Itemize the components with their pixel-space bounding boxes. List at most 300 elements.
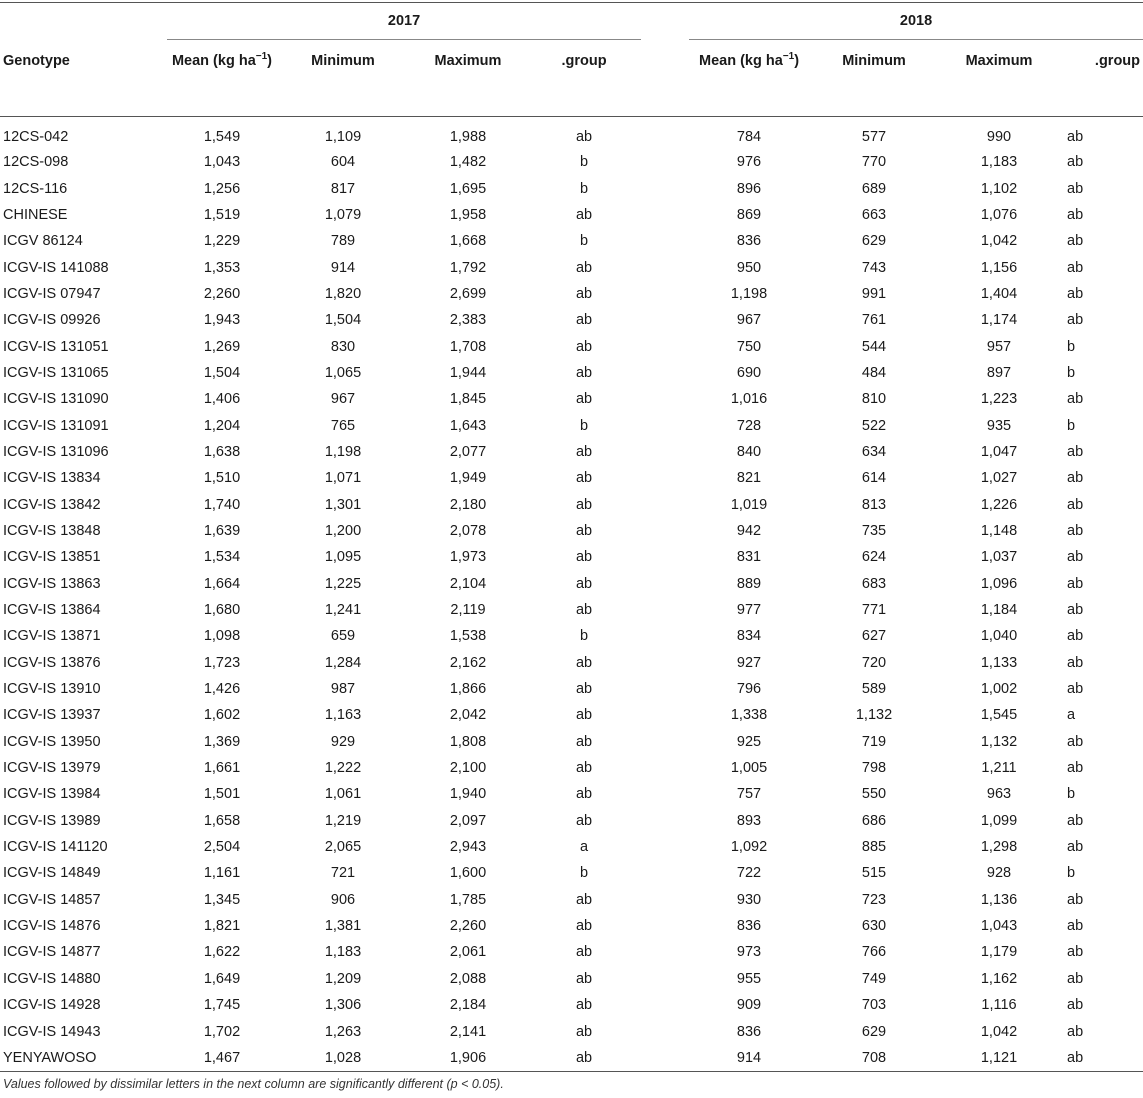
spacer-cell [641,228,689,254]
group-2017-cell: ab [575,549,593,566]
minimum-2018-cell: 683 [861,575,887,592]
table-row [0,117,1143,150]
genotype-cell: ICGV-IS 13989 [3,812,101,829]
maximum-2017-cell: 1,482 [449,154,487,171]
minimum-2017-cell: 830 [330,338,356,355]
maximum-2018-cell: 1,047 [980,443,1018,460]
minimum-2018-cell: 771 [861,602,887,619]
group-2018-cell: ab [1067,1049,1084,1066]
group-2017-cell: ab [575,760,593,777]
spacer-cell [641,597,689,623]
minimum-2017-cell: 987 [330,681,356,698]
group-2018-cell: ab [1067,391,1084,408]
mean-2018-cell: 796 [736,681,762,698]
maximum-2018-cell: 1,096 [980,575,1018,592]
table-row [0,465,1143,491]
group-2018-cell: ab [1067,654,1084,671]
group-2017-cell: ab [575,1049,593,1066]
minimum-2017-cell: 929 [330,733,356,750]
spacer-cell [641,307,689,333]
mean-2017-cell: 1,043 [203,154,241,171]
table-row [0,228,1143,254]
mean-unit-superscript: −1 [255,51,268,63]
maximum-2017-cell: 2,078 [449,522,487,539]
genotype-cell: 12CS-116 [3,180,68,197]
table-row [0,360,1143,386]
group-2017-cell: ab [575,654,593,671]
minimum-2017-cell: 1,222 [324,760,362,777]
group-2018-cell: ab [1067,1023,1084,1040]
genotype-cell: ICGV-IS 09926 [3,312,101,329]
spacer-cell [641,117,689,150]
empty-header-cell [0,3,167,40]
maximum-2017-cell: 2,141 [449,1023,487,1040]
group-2017-cell: ab [575,1023,593,1040]
mean-2018-cell: 1,338 [730,707,768,724]
year-header-row [0,3,1143,40]
minimum-2018-cell: 770 [861,154,887,171]
minimum-2018-cell: 723 [861,891,887,908]
genotype-cell: ICGV-IS 13851 [3,549,101,566]
table-row [0,491,1143,517]
maximum-2018-cell: 1,174 [980,312,1018,329]
maximum-2017-cell: 1,600 [449,865,487,882]
mean-2017-cell: 2,504 [203,839,241,856]
group-2018-cell: ab [1067,522,1084,539]
group-2018-cell: ab [1067,259,1084,276]
maximum-2017-cell: 1,785 [449,891,487,908]
genotype-header: Genotype [3,52,70,69]
group-2017-cell: ab [575,364,593,381]
table-row [0,834,1143,860]
group-2018-cell: ab [1067,154,1084,171]
table-row [0,597,1143,623]
maximum-2017-cell: 1,958 [449,206,487,223]
spacer-header-cell [641,3,689,40]
maximum-2017-cell: 2,184 [449,997,487,1014]
genotype-cell: ICGV-IS 07947 [3,285,101,302]
group-2018-cell: ab [1067,233,1084,250]
maximum-2017-cell: 2,119 [450,602,486,619]
maximum-2018-cell: 1,132 [980,733,1018,750]
maximum-2018-cell: 1,156 [980,259,1018,276]
group-2018-cell: ab [1067,970,1084,987]
genotype-cell: ICGV-IS 13937 [3,707,101,724]
minimum-2018-cell: 719 [861,733,887,750]
genotype-cell: ICGV-IS 13834 [3,470,101,487]
genotype-cell: ICGV-IS 14877 [3,944,101,961]
maximum-2017-cell: 1,973 [449,549,487,566]
table-row [0,913,1143,939]
group-2017-cell: b [579,180,589,197]
minimum-2017-cell: 914 [330,259,356,276]
group-2017-cell: ab [575,944,593,961]
genotype-cell: ICGV-IS 141088 [3,259,109,276]
table-row [0,729,1143,755]
group-2017-cell: b [579,233,589,250]
table-row [0,571,1143,597]
minimum-2018-cell: 689 [861,180,887,197]
group-2017-cell: ab [575,681,593,698]
genotype-cell: ICGV-IS 131065 [3,364,109,381]
minimum-2018-cell: 1,132 [855,707,893,724]
maximum-2017-cell: 2,042 [449,707,487,724]
minimum-2018-cell: 766 [861,944,887,961]
group-2018-cell: ab [1067,549,1084,566]
footnote-p: p [450,1077,458,1091]
group-2017-cell: a [579,839,589,856]
genotype-cell: ICGV-IS 14943 [3,1023,101,1040]
mean-2018-cell: 893 [736,812,762,829]
spacer-cell [641,992,689,1018]
mean-2017-cell: 1,501 [203,786,241,803]
group-2017-cell: ab [575,970,593,987]
table-row [0,307,1143,333]
table-row [0,702,1143,728]
minimum-2017-cell: 1,065 [324,364,362,381]
minimum-2018-cell: 515 [861,865,887,882]
mean-2017-cell: 1,161 [203,865,241,882]
mean-2018-cell: 1,016 [730,391,768,408]
mean-2018-cell: 757 [736,786,762,803]
minimum-2017-cell: 1,306 [324,997,362,1014]
genotype-cell: YENYAWOSO [3,1049,97,1066]
mean-2018-cell: 690 [736,364,762,381]
minimum-2017-cell: 1,263 [324,1023,362,1040]
maximum-2017-cell: 1,949 [449,470,487,487]
genotype-cell: ICGV-IS 131091 [3,417,109,434]
mean-2017-cell: 1,723 [203,654,241,671]
minimum-2017-cell: 765 [330,417,356,434]
minimum-2018-cell: 544 [861,338,887,355]
maximum-2017-cell: 2,699 [449,285,487,302]
maximum-2018-cell: 935 [986,417,1012,434]
maximum-2018-header: Maximum [965,53,1033,69]
table-body [0,117,1143,1072]
maximum-2018-cell: 1,545 [980,707,1018,724]
minimum-2018-cell: 630 [861,918,887,935]
mean-2018-cell: 896 [736,180,762,197]
maximum-2017-header: Maximum [434,53,502,69]
mean-2017-cell: 1,467 [203,1049,241,1066]
group-2017-cell: ab [575,997,593,1014]
group-2018-header: .group [1094,53,1141,69]
mean-2018-cell: 1,092 [730,839,768,856]
spacer-cell [641,834,689,860]
group-2018-cell: b [1067,865,1076,882]
minimum-2018-cell: 810 [861,391,887,408]
genotype-cell: ICGV-IS 13871 [3,628,101,645]
mean-2018-cell: 925 [736,733,762,750]
spacer-cell [641,281,689,307]
maximum-2018-cell: 963 [986,786,1012,803]
maximum-2018-cell: 1,183 [980,154,1018,171]
maximum-2017-cell: 1,792 [449,259,487,276]
mean-2017-cell: 1,426 [203,681,241,698]
genotype-cell: ICGV-IS 13979 [3,760,101,777]
spacer-cell [641,623,689,649]
maximum-2018-cell: 1,148 [980,522,1018,539]
spacer-cell [641,755,689,781]
mean-2017-cell: 1,549 [203,129,241,145]
minimum-2017-cell: 1,028 [324,1049,362,1066]
table-row [0,439,1143,465]
group-2018-cell: ab [1067,839,1084,856]
table-row [0,992,1143,1018]
maximum-2018-cell: 957 [986,338,1012,355]
mean-label-close: ) [794,53,800,69]
spacer-cell [641,781,689,807]
group-2018-cell: ab [1067,891,1084,908]
group-2017-cell: ab [575,312,593,329]
group-2018-cell: ab [1067,575,1084,592]
minimum-2017-cell: 1,095 [324,549,362,566]
mean-2018-cell: 1,198 [730,285,768,302]
mean-2017-cell: 1,353 [203,259,241,276]
minimum-2017-cell: 1,209 [324,970,362,987]
mean-2018-cell: 750 [736,338,762,355]
spacer-cell [641,702,689,728]
table-row [0,149,1143,175]
group-2017-cell: b [579,417,589,434]
group-2018-cell: ab [1067,285,1084,302]
spacer-cell [641,1045,689,1072]
maximum-2018-cell: 897 [986,364,1012,381]
spacer-cell [641,175,689,201]
maximum-2018-cell: 928 [986,865,1012,882]
group-2018-cell: ab [1067,443,1084,460]
group-2017-cell: ab [575,129,593,145]
mean-2017-cell: 1,639 [203,522,241,539]
group-2018-cell: b [1067,364,1076,381]
yield-table [0,2,1143,1072]
mean-2017-cell: 1,369 [203,733,241,750]
mean-2018-cell: 942 [736,522,762,539]
maximum-2018-cell: 1,027 [980,470,1018,487]
spacer-cell [641,518,689,544]
spacer-cell [641,439,689,465]
footnote-text: Values followed by dissimilar letters in the next column are significantly different ( [3,1077,451,1091]
mean-2018-cell: 784 [736,129,762,145]
table-row [0,755,1143,781]
minimum-2018-cell: 634 [861,443,887,460]
minimum-2017-cell: 1,219 [324,812,362,829]
mean-2018-cell: 1,019 [730,496,768,513]
maximum-2018-cell: 1,226 [980,496,1018,513]
group-2017-cell: ab [575,206,593,223]
mean-2018-cell: 967 [736,312,762,329]
minimum-2017-cell: 1,163 [324,707,362,724]
mean-label: Mean (kg ha [698,53,783,69]
spacer-cell [641,491,689,517]
genotype-cell: ICGV-IS 14857 [3,891,101,908]
group-2018-cell: ab [1067,918,1084,935]
table-row [0,808,1143,834]
group-2017-cell: ab [575,707,593,724]
mean-2017-cell: 1,504 [203,364,241,381]
mean-2017-cell: 1,269 [203,338,241,355]
minimum-2018-cell: 735 [861,522,887,539]
genotype-cell: 12CS-098 [3,154,69,171]
maximum-2018-cell: 1,162 [980,970,1018,987]
minimum-2017-cell: 1,225 [324,575,362,592]
genotype-cell: ICGV-IS 13984 [3,786,101,803]
minimum-2017-cell: 1,504 [324,312,362,329]
minimum-2018-cell: 629 [861,1023,887,1040]
mean-2017-header [167,40,277,117]
maximum-2017-cell: 2,180 [449,496,487,513]
spacer-cell [641,1018,689,1044]
group-2018-cell: ab [1067,470,1084,487]
mean-2018-cell: 1,005 [730,760,768,777]
mean-2018-cell: 977 [736,602,762,619]
mean-2018-cell: 834 [736,628,762,645]
mean-2018-cell: 889 [736,575,762,592]
group-2017-cell: ab [575,602,593,619]
table-row [0,333,1143,359]
maximum-2017-cell: 1,695 [449,180,487,197]
group-2018-cell: ab [1067,760,1084,777]
minimum-2018-cell: 627 [861,628,887,645]
table-row [0,412,1143,438]
maximum-2017-cell: 1,988 [449,129,487,145]
genotype-cell: ICGV-IS 14928 [3,997,101,1014]
minimum-2017-cell: 1,820 [324,285,362,302]
minimum-2017-cell: 967 [330,391,356,408]
table-row [0,966,1143,992]
spacer-cell [641,913,689,939]
maximum-2017-cell: 2,104 [449,575,487,592]
mean-2018-cell: 914 [736,1049,762,1066]
group-2017-cell: ab [575,259,593,276]
minimum-2018-cell: 813 [861,496,887,513]
minimum-2018-cell: 761 [861,312,887,329]
group-2018-cell: ab [1067,944,1084,961]
genotype-cell: ICGV-IS 14876 [3,918,101,935]
minimum-2018-cell: 798 [861,760,887,777]
maximum-2017-cell: 1,940 [449,786,487,803]
minimum-2018-cell: 550 [861,786,887,803]
maximum-2018-cell: 1,121 [980,1049,1018,1066]
genotype-cell: ICGV-IS 13842 [3,496,101,513]
mean-2017-cell: 1,649 [203,970,241,987]
spacer-cell [641,650,689,676]
mean-2017-cell: 1,345 [203,891,241,908]
mean-unit-superscript: −1 [782,51,795,63]
group-2017-cell: ab [575,391,593,408]
minimum-2017-cell: 1,241 [324,602,362,619]
maximum-2018-cell: 1,037 [980,549,1018,566]
table-row [0,518,1143,544]
minimum-2018-cell: 522 [861,417,887,434]
minimum-2018-cell: 708 [861,1049,887,1066]
mean-2018-cell: 821 [736,470,762,487]
minimum-2017-cell: 2,065 [324,839,362,856]
group-2018-cell: ab [1067,496,1084,513]
group-2017-cell: ab [575,522,593,539]
mean-2017-cell: 1,702 [203,1023,241,1040]
mean-2018-cell: 869 [736,206,762,223]
table-row [0,650,1143,676]
minimum-2018-cell: 589 [861,681,887,698]
spacer-cell [641,465,689,491]
group-2018-cell: b [1067,338,1076,355]
group-2018-cell: ab [1067,997,1084,1014]
table-row [0,781,1143,807]
maximum-2018-cell: 1,133 [980,654,1018,671]
column-header-row [0,40,1143,117]
group-2017-cell: b [579,628,589,645]
spacer-cell [641,939,689,965]
table-row [0,1018,1143,1044]
minimum-2018-cell: 703 [861,997,887,1014]
mean-2017-cell: 1,534 [203,549,241,566]
minimum-2017-cell: 1,061 [324,786,362,803]
group-2017-cell: b [579,865,589,882]
maximum-2017-cell: 2,077 [449,443,487,460]
year-2018-header: 2018 [689,3,1143,40]
minimum-2018-cell: 663 [861,206,887,223]
genotype-cell: ICGV-IS 13950 [3,733,101,750]
mean-2018-cell: 836 [736,233,762,250]
mean-2017-cell: 1,680 [203,602,241,619]
group-2017-cell: ab [575,891,593,908]
spacer-cell [641,149,689,175]
minimum-2018-cell: 629 [861,233,887,250]
maximum-2017-cell: 2,383 [449,312,487,329]
mean-2018-cell: 728 [736,417,762,434]
spacer-cell [641,544,689,570]
minimum-2018-cell: 991 [861,285,887,302]
mean-2018-cell: 955 [736,970,762,987]
mean-2018-cell: 909 [736,997,762,1014]
maximum-2018-cell: 1,211 [981,760,1017,777]
mean-2017-cell: 1,098 [203,628,241,645]
mean-2017-cell: 1,638 [203,443,241,460]
spacer-cell [641,386,689,412]
genotype-cell: ICGV-IS 131096 [3,443,109,460]
group-2018-cell: ab [1067,180,1084,197]
group-2017-cell: ab [575,470,593,487]
genotype-cell: ICGV-IS 13910 [3,681,101,698]
mean-2018-cell: 927 [736,654,762,671]
maximum-2017-cell: 2,097 [449,812,487,829]
minimum-2017-cell: 604 [330,154,356,171]
mean-label: Mean (kg ha [171,53,256,69]
minimum-2018-cell: 749 [861,970,887,987]
genotype-cell: ICGV-IS 141120 [3,839,108,856]
maximum-2017-cell: 1,668 [449,233,487,250]
group-2017-cell: ab [575,443,593,460]
maximum-2018-cell: 1,102 [980,180,1018,197]
maximum-2018-cell: 1,223 [980,391,1018,408]
spacer-cell [641,360,689,386]
group-2018-cell: ab [1067,602,1084,619]
genotype-cell: CHINESE [3,206,68,223]
maximum-2017-cell: 1,944 [449,364,487,381]
genotype-cell: ICGV-IS 14880 [3,970,101,987]
table-row [0,254,1143,280]
group-2017-header: .group [561,53,607,69]
spacer-cell [641,966,689,992]
minimum-2017-cell: 1,079 [324,206,362,223]
group-2017-cell: ab [575,786,593,803]
maximum-2017-cell: 1,643 [449,417,487,434]
group-2018-cell: ab [1067,628,1084,645]
maximum-2018-cell: 1,099 [980,812,1018,829]
mean-2018-cell: 831 [736,549,762,566]
spacer-cell [641,254,689,280]
